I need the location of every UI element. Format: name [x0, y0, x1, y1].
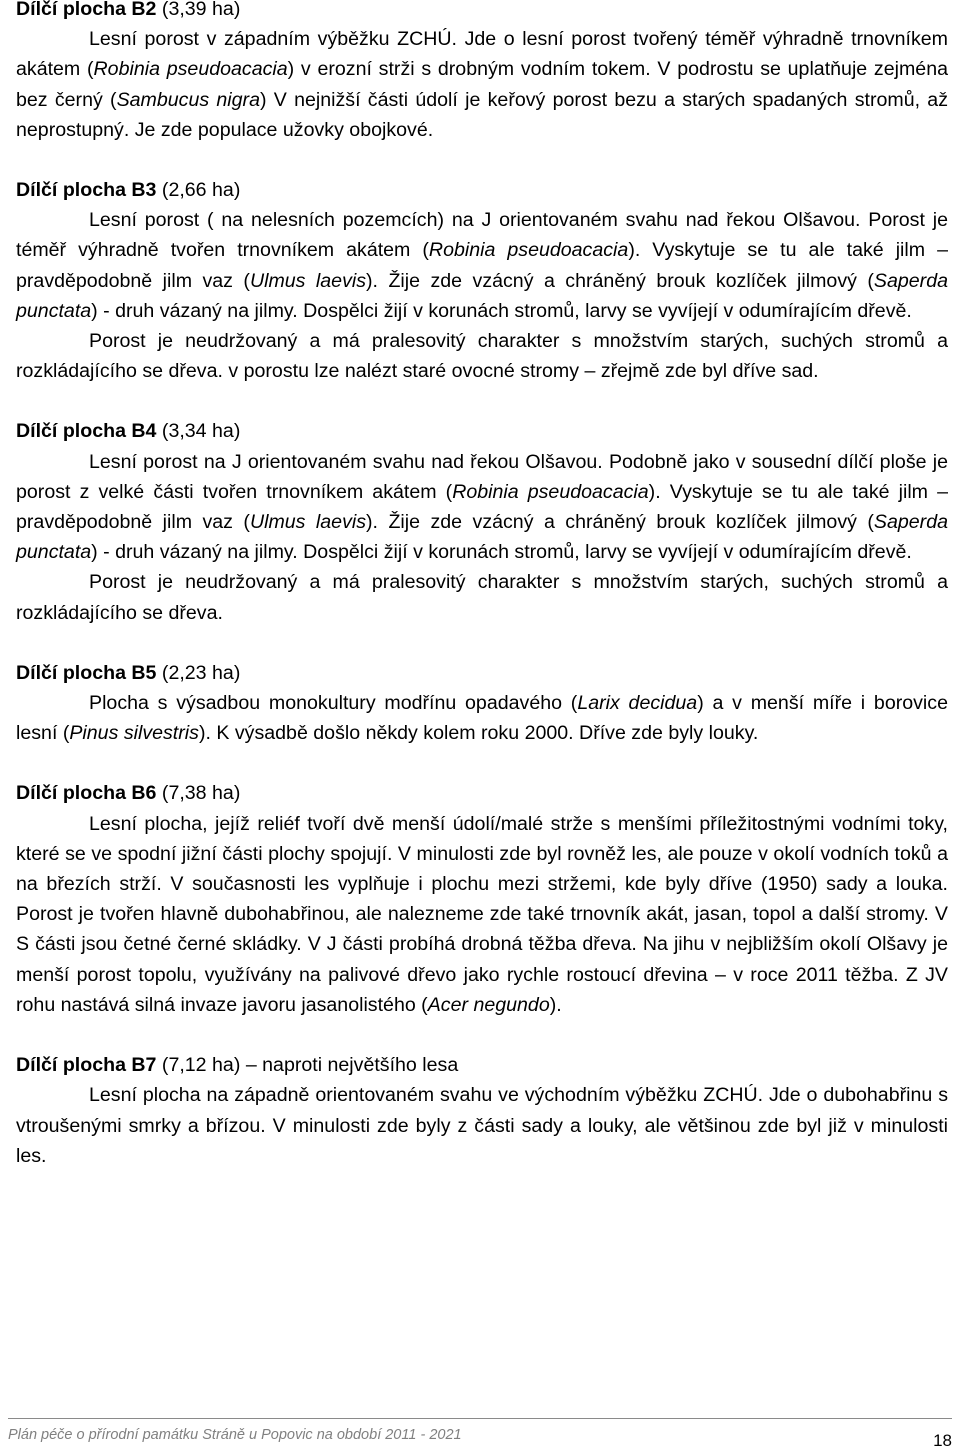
- text-run: ). K výsadbě došlo někdy kolem roku 2000. Dříve zde byly louky.: [198, 722, 759, 745]
- section-paragraph: [16, 688, 948, 748]
- text-run: Porost je neudržovaný a má pralesovitý charakter s množstvím starých, suchých stromů a rozkládajícího se dřeva.: [16, 571, 948, 624]
- section-b2: [16, 0, 948, 145]
- section-b3: [16, 175, 948, 386]
- text-run: ). Žije zde vzácný a chráněný brouk kozlíček jilmový (: [366, 269, 874, 292]
- section-area: (2,66 ha): [161, 179, 241, 202]
- text-run: ) - druh vázaný na jilmy. Dospělci žijí v korunách stromů, larvy se vyvíjejí v odumírajícím dřevě.: [91, 299, 912, 322]
- species-name: Ulmus laevis: [249, 511, 367, 534]
- text-run: Lesní porost na J orientovaném svahu nad řekou Olšavou. Podobně jako v sousední dílčí ploše je porost z velké části tvořen trnovníkem akátem (: [16, 450, 948, 503]
- section-paragraph: [16, 447, 948, 568]
- species-name: Robinia pseudoacacia: [452, 480, 649, 503]
- section-title: Dílčí plocha B5: [16, 661, 157, 684]
- section-title: Dílčí plocha B7: [16, 1054, 157, 1077]
- text-run: ). Vyskytuje se tu ale také jilm – pravděpodobně jilm vaz (: [16, 239, 948, 292]
- section-title: Dílčí plocha B3: [16, 179, 157, 202]
- section-heading: [16, 416, 948, 446]
- section-heading: [16, 658, 948, 688]
- section-heading: [16, 778, 948, 808]
- text-run: Plocha s výsadbou monokultury modřínu opadavého (: [89, 692, 578, 715]
- text-run: ). Žije zde vzácný a chráněný brouk kozlíček jilmový (: [366, 511, 874, 534]
- section-title: Dílčí plocha B4: [16, 420, 157, 443]
- text-run: ). Vyskytuje se tu ale také jilm – pravděpodobně jilm vaz (: [16, 480, 948, 534]
- species-name: Saperda punctata: [16, 511, 948, 564]
- section-b7: [16, 1050, 948, 1171]
- section-heading: [16, 0, 948, 24]
- section-note: – naproti největšího lesa: [245, 1054, 459, 1077]
- species-name: Pinus silvestris: [69, 722, 199, 745]
- section-b5: [16, 658, 948, 749]
- section-b6: [16, 778, 948, 1020]
- text-run: ) - druh vázaný na jilmy. Dospělci žijí v korunách stromů, larvy se vyvíjejí v odumírajícím dřevě.: [91, 541, 912, 564]
- section-area: (2,23 ha): [161, 661, 241, 684]
- page-number: 18: [933, 1431, 952, 1450]
- section-heading: [16, 175, 948, 205]
- footer-text: Plán péče o přírodní památku Stráně u Popovic na období 2011 - 2021: [8, 1427, 462, 1443]
- section-area: (3,39 ha): [161, 0, 241, 20]
- text-run: Lesní porost ( na nelesních pozemcích) na J orientovaném svahu nad řekou Olšavou. Porost je téměř výhradně tvořen trnovníkem akátem (: [16, 209, 948, 262]
- section-b4: [16, 416, 948, 627]
- section-area: (3,34 ha): [161, 420, 241, 443]
- species-name: Robinia pseudoacacia: [93, 58, 288, 81]
- section-area: (7,12 ha): [161, 1054, 241, 1077]
- text-run: ).: [549, 993, 562, 1016]
- text-run: Porost je neudržovaný a má pralesovitý charakter s množstvím starých, suchých stromů a rozkládajícího se dřeva. v porostu lze nalézt staré ovocné stromy – zřejmě zde byl dříve sad.: [16, 330, 948, 383]
- text-run: Lesní plocha, jejíž reliéf tvoří dvě menší údolí/malé strže s menšími příležitostnými vodními toky, které se ve spodní jižní části plochy spojují. V minulosti zde byl rovněž les, ale pouze v okolí vodních toků a na březích strží. V současnosti les vyplňuje i plochu mezi stržemi, kde byly dříve (1950) sady a louka. Porost je tvořen hlavně dubohabřinou, ale nalezneme zde také trnovník akát, jasan, topol a další stromy. V S části jsou četné černé skládky. V J části probíhá drobná těžba dřeva. Na jihu v nejbližším okolí Olšavy je menší porost topolu, využívány na palivové dřevo jako rychle rostoucí dřevina – v roce 2011 těžba. Z JV rohu nastává silná invaze javoru jasanolistého (: [16, 812, 948, 1016]
- species-name: Acer negundo: [427, 993, 550, 1016]
- section-paragraph: [16, 1080, 948, 1171]
- text-run: Lesní porost v západním výběžku ZCHÚ. Jde o lesní porost tvořený téměř výhradně trnovníkem akátem (: [16, 28, 948, 81]
- species-name: Saperda punctata: [16, 269, 948, 322]
- text-run: ) v erozní strži s drobným vodním tokem. V podrostu se uplatňuje zejména bez černý (: [16, 58, 948, 111]
- section-paragraph: [16, 24, 948, 145]
- section-area: (7,38 ha): [161, 782, 241, 805]
- species-name: Robinia pseudoacacia: [428, 239, 629, 262]
- page-footer: [8, 1418, 952, 1451]
- section-title: Dílčí plocha B6: [16, 782, 157, 805]
- section-title: Dílčí plocha B2: [16, 0, 157, 20]
- document-body: [16, 0, 948, 1171]
- species-name: Larix decidua: [577, 692, 698, 715]
- section-paragraph: [16, 205, 948, 326]
- text-run: ) a v menší míře i borovice lesní (: [16, 692, 948, 745]
- text-run: ) V nejnižší části údolí je keřový porost bezu a starých spadaných stromů, až neprostupný. Je zde populace užovky obojkové.: [16, 88, 948, 141]
- section-paragraph: [16, 326, 948, 386]
- section-paragraph: [16, 809, 948, 1020]
- section-heading: [16, 1050, 948, 1080]
- species-name: Ulmus laevis: [249, 269, 367, 292]
- species-name: Sambucus nigra: [116, 88, 260, 111]
- text-run: Lesní plocha na západně orientovaném svahu ve východním výběžku ZCHÚ. Jde o dubohabřinu s vtroušenými smrky a břízou. V minulosti zde byly z části sady a louky, ale většinou zde byl již v minulosti les.: [16, 1084, 948, 1167]
- section-paragraph: [16, 567, 948, 627]
